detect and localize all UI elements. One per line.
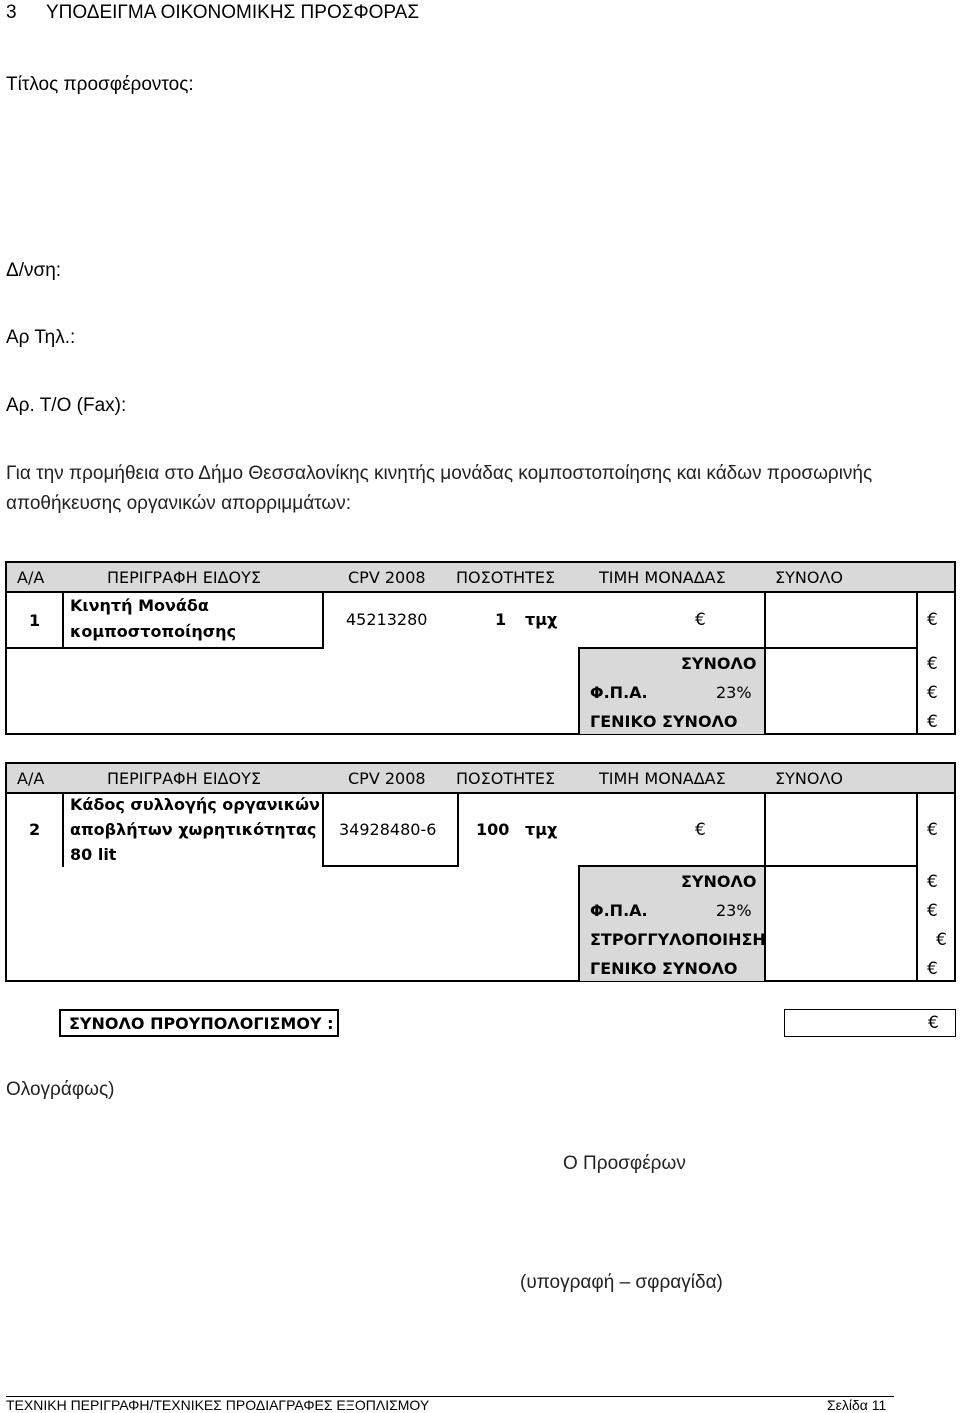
vat-euro: €	[927, 683, 938, 703]
row-aa: 2	[29, 820, 41, 839]
vat-label: Φ.Π.Α.	[590, 683, 648, 702]
in-words-label: Ολογράφως)	[6, 1079, 115, 1100]
header-aa: Α/Α	[17, 568, 45, 587]
vat-label: Φ.Π.Α.	[590, 901, 648, 920]
offer-table-2	[5, 762, 956, 982]
header-quantity: ΠΟΣΟΤΗΤΕΣ	[456, 769, 556, 788]
vat-euro: €	[927, 901, 938, 921]
row-aa: 1	[29, 611, 41, 630]
bidder-title-label: Τίτλος προσφέροντος:	[6, 74, 194, 95]
budget-total-label-box	[59, 1009, 339, 1037]
header-description: ΠΕΡΙΓΡΑΦΗ ΕΙΔΟΥΣ	[107, 568, 261, 587]
footer-left-text: ΤΕΧΝΙΚΗ ΠΕΡΙΓΡΑΦΗ/ΤΕΧΝΙΚΕΣ ΠΡΟΔΙΑΓΡΑΦΕΣ ΕΞΟΠΛΙΣΜΟΥ	[6, 1397, 430, 1413]
vat-rate: 23%	[716, 683, 752, 702]
grand-total-label: ΓΕΝΙΚΟ ΣΥΝΟΛΟ	[590, 712, 738, 731]
grand-total-euro: €	[927, 959, 938, 979]
header-description: ΠΕΡΙΓΡΑΦΗ ΕΙΔΟΥΣ	[107, 769, 261, 788]
header-aa: Α/Α	[17, 769, 45, 788]
header-cpv: CPV 2008	[348, 769, 426, 788]
rounding-euro: €	[936, 930, 947, 950]
row-description-line-2: κομποστοποίησης	[70, 622, 237, 641]
row-unit-price-euro: €	[695, 820, 706, 840]
row-description-line-3: 80 lit	[70, 845, 117, 864]
row-cpv: 45213280	[346, 610, 428, 629]
sum-label: ΣΥΝΟΛΟ	[681, 872, 757, 891]
row-quantity: 1	[495, 610, 507, 629]
row-cpv: 34928480-6	[339, 820, 437, 839]
row-total-euro: €	[927, 820, 938, 840]
table-header-row	[7, 563, 954, 593]
intro-line-1: Για την προμήθεια στο Δήμο Θεσσαλονίκης κινητής μονάδας κομποστοποίησης και κάδων προσωρινής	[6, 463, 873, 484]
offer-table-1	[5, 561, 956, 735]
phone-label: Αρ Τηλ.:	[6, 327, 76, 348]
vat-rate: 23%	[716, 901, 752, 920]
table-header-row	[7, 764, 954, 794]
section-title: ΥΠΟΔΕΙΓΜΑ ΟΙΚΟΝΟΜΙΚΗΣ ΠΡΟΣΦΟΡΑΣ	[46, 2, 420, 23]
budget-total-label: ΣΥΝΟΛΟ ΠΡΟΥΠΟΛΟΓΙΣΜΟΥ :	[69, 1014, 334, 1033]
address-label: Δ/νση:	[6, 260, 62, 281]
signature-label: (υπογραφή – σφραγίδα)	[520, 1272, 723, 1293]
row-unit-price-euro: €	[695, 610, 706, 630]
row-description-line-1: Κινητή Μονάδα	[70, 596, 209, 615]
sum-euro: €	[927, 654, 938, 674]
header-unit-price: ΤΙΜΗ ΜΟΝΑΔΑΣ	[599, 769, 726, 788]
grand-total-label: ΓΕΝΙΚΟ ΣΥΝΟΛΟ	[590, 959, 738, 978]
row-quantity: 100	[476, 820, 510, 839]
bidder-label: Ο Προσφέρων	[563, 1153, 686, 1174]
grand-total-euro: €	[927, 712, 938, 732]
header-total: ΣΥΝΟΛΟ	[775, 769, 843, 788]
footer-page-number: Σελίδα 11	[827, 1397, 887, 1413]
header-cpv: CPV 2008	[348, 568, 426, 587]
intro-line-2: αποθήκευσης οργανικών απορριμμάτων:	[6, 493, 352, 514]
sum-euro: €	[927, 872, 938, 892]
row-description-line-1: Κάδος συλλογής οργανικών	[70, 795, 320, 814]
row-unit: τμχ	[525, 820, 558, 839]
budget-total-value-box	[784, 1009, 956, 1037]
header-quantity: ΠΟΣΟΤΗΤΕΣ	[456, 568, 556, 587]
header-total: ΣΥΝΟΛΟ	[775, 568, 843, 587]
sum-label: ΣΥΝΟΛΟ	[681, 654, 757, 673]
row-description-line-2: αποβλήτων χωρητικότητας	[70, 820, 317, 839]
row-total-euro: €	[927, 610, 938, 630]
fax-label: Αρ. Τ/Ο (Fax):	[6, 395, 127, 416]
section-number: 3	[6, 2, 17, 23]
budget-total-euro: €	[928, 1013, 939, 1033]
header-unit-price: ΤΙΜΗ ΜΟΝΑΔΑΣ	[599, 568, 726, 587]
row-unit: τμχ	[525, 610, 558, 629]
rounding-label: ΣΤΡΟΓΓΥΛΟΠΟΙΗΣΗ	[590, 930, 766, 949]
